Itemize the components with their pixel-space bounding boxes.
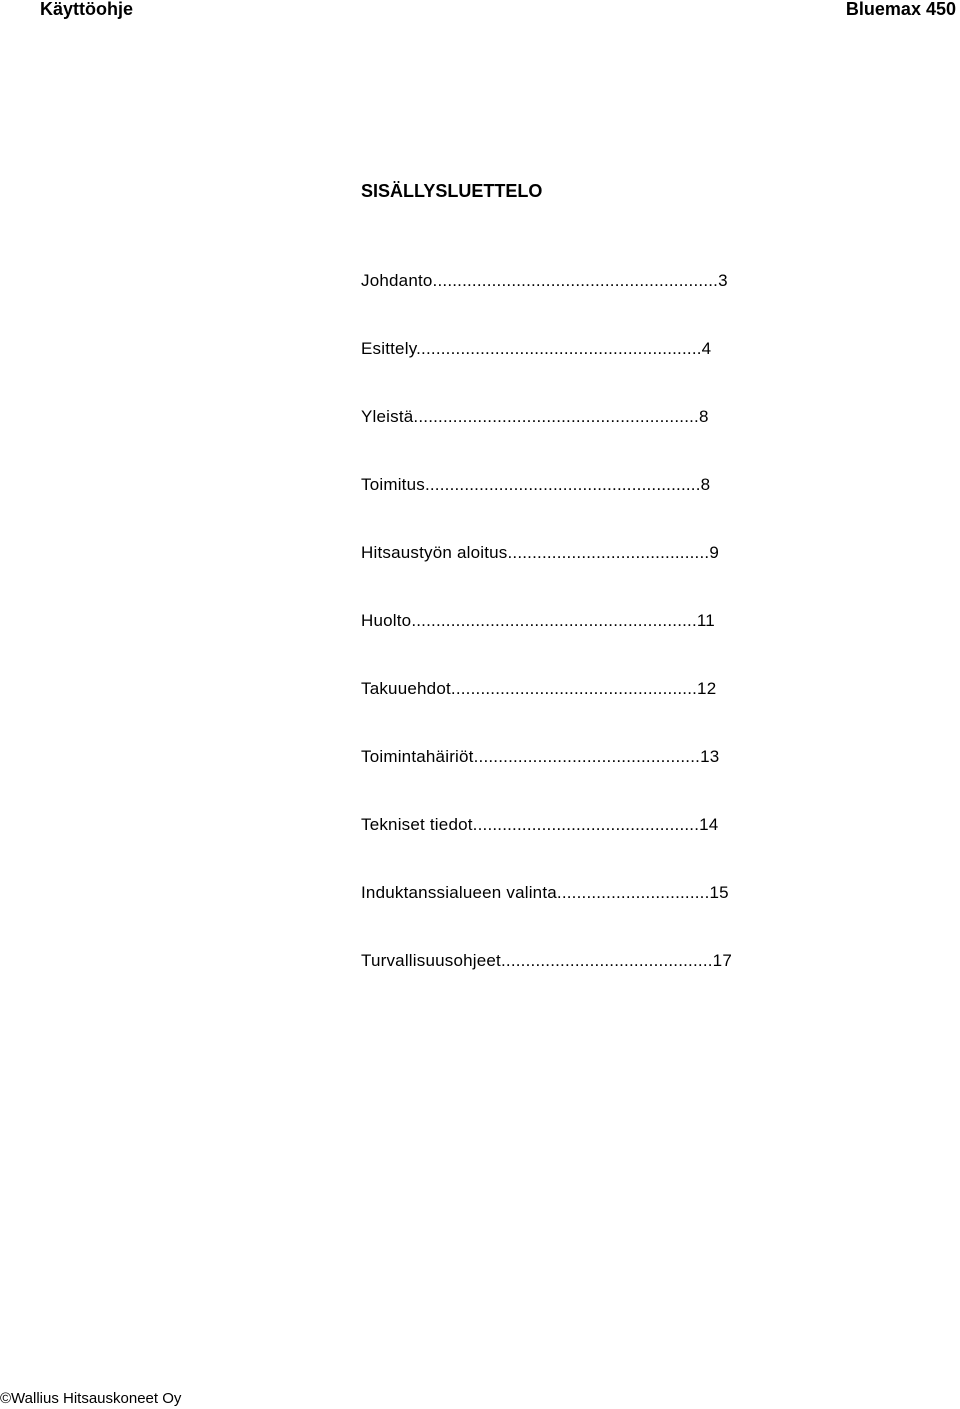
toc-item-johdanto: Johdanto..........................................................3 xyxy=(361,271,728,290)
toc-item-toimitus: Toimitus........................................................8 xyxy=(361,475,711,494)
toc-item-induktanssialueen-valinta: Induktanssialueen valinta...............................15 xyxy=(361,883,729,902)
toc-item-turvallisuusohjeet: Turvallisuusohjeet...........................................17 xyxy=(361,951,732,970)
toc-item-takuuehdot: Takuuehdot..................................................12 xyxy=(361,679,717,698)
toc-item-yleista: Yleistä..........................................................8 xyxy=(361,407,709,426)
toc-item-hitsaustyon-aloitus: Hitsaustyön aloitus.........................................9 xyxy=(361,543,719,562)
footer-copyright: ©Wallius Hitsauskoneet Oy xyxy=(0,1390,182,1407)
header-product-name: Bluemax 450 xyxy=(845,0,956,19)
toc-heading: SISÄLLYSLUETTELO xyxy=(361,181,543,201)
toc-item-esittely: Esittely..........................................................4 xyxy=(361,339,712,358)
toc-item-tekniset-tiedot: Tekniset tiedot..............................................14 xyxy=(361,815,719,834)
toc-item-toimintahairiot: Toimintahäiriöt..............................................13 xyxy=(361,747,720,766)
toc-item-huolto: Huolto..........................................................11 xyxy=(361,611,715,630)
header-doc-type: Käyttöohje xyxy=(40,0,134,19)
toc-list xyxy=(361,270,732,1018)
